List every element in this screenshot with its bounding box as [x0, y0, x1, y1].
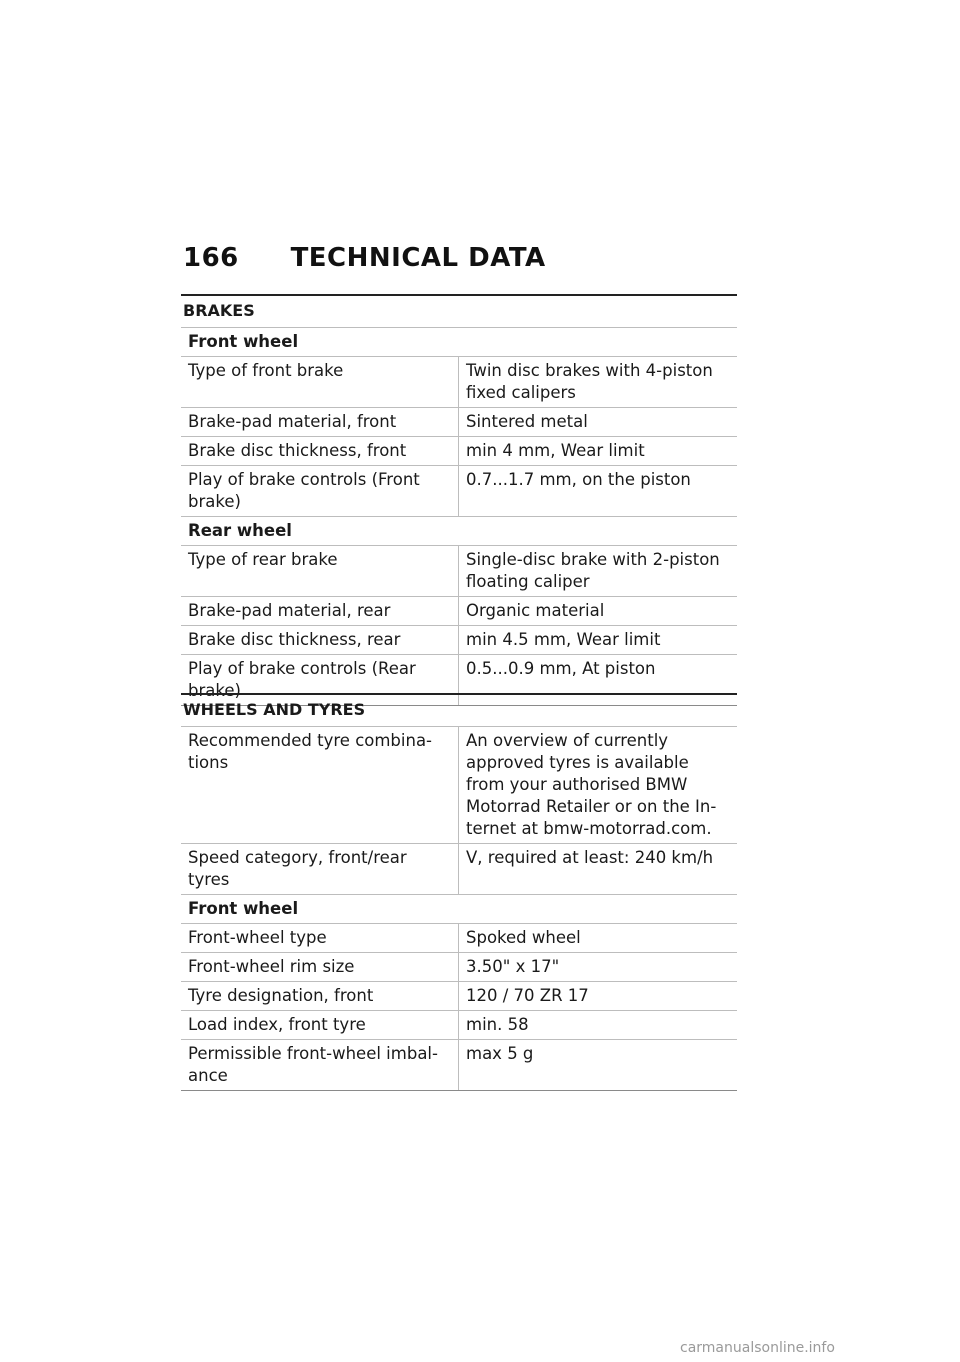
- spec-value: Single-disc brake with 2-piston floating caliper: [466, 550, 720, 591]
- spec-label: Type of rear brake: [181, 546, 459, 596]
- subhead-rear-wheel-brakes: Rear wheel: [181, 517, 737, 546]
- spec-row: [181, 953, 737, 982]
- spec-value: 0.5...0.9 mm, At piston: [466, 659, 656, 678]
- spec-label: Tyre designation, front: [181, 982, 459, 1010]
- spec-label: Recommended tyre combina-tions: [181, 727, 459, 843]
- spec-value: min 4 mm, Wear limit: [466, 441, 645, 460]
- spec-value: min 4.5 mm, Wear limit: [466, 630, 661, 649]
- wheels-section: [181, 693, 737, 1091]
- spec-label: Speed category, front/rear tyres: [181, 844, 459, 894]
- spec-value: 120 / 70 ZR 17: [466, 986, 589, 1005]
- page-number: 166: [183, 243, 239, 273]
- spec-label: Brake-pad material, front: [181, 408, 459, 436]
- section-title-wheels: WHEELS AND TYRES: [181, 693, 737, 727]
- spec-value: Spoked wheel: [466, 928, 581, 947]
- spec-value: V, required at least: 240 km/h: [466, 848, 714, 867]
- subhead-front-wheel-tyres: Front wheel: [181, 895, 737, 924]
- subhead-front-wheel-brakes: Front wheel: [181, 328, 737, 357]
- spec-value: Organic material: [466, 601, 605, 620]
- spec-row: [181, 982, 737, 1011]
- spec-label: Permissible front-wheel imbal-ance: [181, 1040, 459, 1090]
- spec-value: Twin disc brakes with 4-piston fixed calipers: [466, 361, 713, 402]
- brakes-section: [181, 294, 737, 706]
- spec-value: Sintered metal: [466, 412, 588, 431]
- spec-row: [181, 1040, 737, 1091]
- spec-value: max 5 g: [466, 1044, 534, 1063]
- section-title-brakes: BRAKES: [181, 294, 737, 328]
- spec-label: Front-wheel rim size: [181, 953, 459, 981]
- spec-row: [181, 357, 737, 408]
- spec-value: min. 58: [466, 1015, 529, 1034]
- spec-value: An overview of currently approved tyres is available from your authorised BMW Motorrad Retailer or on the In-ternet at bmw-motorrad.com.: [466, 731, 717, 838]
- spec-row: [181, 408, 737, 437]
- spec-label: Brake disc thickness, rear: [181, 626, 459, 654]
- spec-label: Load index, front tyre: [181, 1011, 459, 1039]
- spec-row: [181, 437, 737, 466]
- page-header: [183, 243, 743, 273]
- page-title: TECHNICAL DATA: [290, 243, 546, 273]
- spec-label: Play of brake controls (Front brake): [181, 466, 459, 516]
- spec-row: [181, 924, 737, 953]
- spec-row: [181, 1011, 737, 1040]
- spec-value: 0.7...1.7 mm, on the piston: [466, 470, 691, 489]
- spec-label: Brake disc thickness, front: [181, 437, 459, 465]
- spec-row: [181, 844, 737, 895]
- spec-label: Type of front brake: [181, 357, 459, 407]
- spec-label: Play of brake controls (Rear brake): [181, 655, 459, 705]
- spec-label: Front-wheel type: [181, 924, 459, 952]
- spec-row: [181, 597, 737, 626]
- watermark: carmanualsonline.info: [680, 1340, 835, 1356]
- spec-row: [181, 466, 737, 517]
- spec-row: [181, 626, 737, 655]
- spec-row: [181, 546, 737, 597]
- spec-label: Brake-pad material, rear: [181, 597, 459, 625]
- spec-value: 3.50" x 17": [466, 957, 560, 976]
- spec-row: [181, 727, 737, 844]
